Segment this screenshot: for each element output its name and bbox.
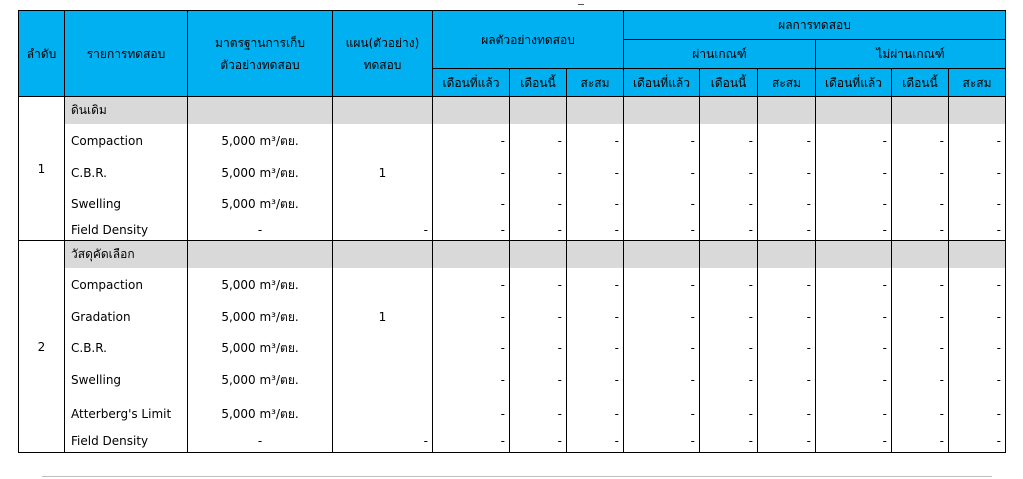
sample-this-month-value: - [510, 364, 567, 397]
test-item-name: Swelling [65, 189, 188, 220]
fail-last-month-value: - [816, 268, 892, 302]
group-row-blank-cell [624, 241, 700, 268]
test-item-name: C.B.R. [65, 158, 188, 189]
fail-this-month-value: - [892, 268, 949, 302]
fail-cumulative-value: - [949, 124, 1006, 158]
pass-cumulative-value: - [758, 364, 816, 397]
group-row-blank-cell [333, 241, 433, 268]
pass-cumulative-value: - [758, 397, 816, 431]
fail-last-month-value: - [816, 302, 892, 333]
sample-last-month-header: เดือนที่แล้ว [433, 69, 510, 97]
fail-this-month-value: - [892, 158, 949, 189]
col-item-header: รายการทดสอบ [65, 11, 188, 97]
sample-last-month-value: - [433, 158, 510, 189]
group-row-blank-cell [333, 97, 433, 124]
sample-results-header: ผลตัวอย่างทดสอบ [433, 11, 624, 69]
pass-last-month-value: - [624, 364, 700, 397]
pass-last-month-value: - [624, 431, 700, 453]
sample-cumulative-value: - [567, 397, 624, 431]
top-mark [578, 0, 584, 5]
sample-cumulative-value: - [567, 364, 624, 397]
pass-cumulative-value: - [758, 158, 816, 189]
test-item-name: Gradation [65, 302, 188, 333]
group-row-blank-cell [700, 97, 758, 124]
group-row-blank-cell [567, 241, 624, 268]
sampling-standard: - [188, 431, 333, 453]
pass-cumulative-value: - [758, 431, 816, 453]
table-row [19, 220, 1006, 241]
group-row-blank-cell [892, 241, 949, 268]
pass-this-month-value: - [700, 431, 758, 453]
test-plan [333, 124, 433, 158]
table-row [19, 302, 1006, 333]
standard-header-line2: ตัวอย่างทดสอบ [220, 57, 300, 72]
fail-cumulative-value: - [949, 268, 1006, 302]
sample-last-month-value: - [433, 302, 510, 333]
fail-this-month-value: - [892, 124, 949, 158]
table-row [19, 364, 1006, 397]
pass-this-month-header: เดือนนี้ [700, 69, 758, 97]
group-row-blank-cell [188, 97, 333, 124]
test-results-header: ผลการทดสอบ [624, 11, 1006, 40]
test-plan: 1 [333, 302, 433, 333]
test-plan: - [333, 431, 433, 453]
col-no-header: ลำดับ [19, 11, 65, 97]
pass-this-month-value: - [700, 158, 758, 189]
pass-this-month-value: - [700, 124, 758, 158]
fail-this-month-header: เดือนนี้ [892, 69, 949, 97]
pass-header: ผ่านเกณฑ์ [624, 40, 816, 69]
group-row-blank-cell [567, 97, 624, 124]
fail-this-month-value: - [892, 189, 949, 220]
fail-header: ไม่ผ่านเกณฑ์ [816, 40, 1006, 69]
pass-this-month-value: - [700, 268, 758, 302]
group-row-blank-cell [892, 97, 949, 124]
sample-last-month-value: - [433, 189, 510, 220]
group-name: ดินเดิม [65, 97, 188, 124]
sample-cumulative-header: สะสม [567, 69, 624, 97]
sample-last-month-value: - [433, 124, 510, 158]
fail-cumulative-value: - [949, 431, 1006, 453]
fail-cumulative-value: - [949, 364, 1006, 397]
table-header [19, 11, 1006, 97]
group-row [19, 97, 1006, 124]
standard-header-line1: มาตรฐานการเก็บ [215, 35, 305, 50]
sample-last-month-value: - [433, 220, 510, 241]
col-standard-header [188, 11, 333, 97]
pass-last-month-value: - [624, 158, 700, 189]
fail-cumulative-header: สะสม [949, 69, 1006, 97]
group-name: วัสดุคัดเลือก [65, 241, 188, 268]
fail-last-month-value: - [816, 220, 892, 241]
sampling-standard: 5,000 m³/ตย. [188, 189, 333, 220]
pass-cumulative-value: - [758, 124, 816, 158]
sample-this-month-value: - [510, 431, 567, 453]
pass-cumulative-value: - [758, 268, 816, 302]
group-row-blank-cell [758, 97, 816, 124]
fail-this-month-value: - [892, 302, 949, 333]
group-row-blank-cell [433, 97, 510, 124]
bottom-divider [42, 476, 992, 477]
sample-last-month-value: - [433, 333, 510, 364]
sample-cumulative-value: - [567, 268, 624, 302]
pass-this-month-value: - [700, 302, 758, 333]
test-item-name: Compaction [65, 124, 188, 158]
group-row-blank-cell [188, 241, 333, 268]
pass-last-month-value: - [624, 302, 700, 333]
fail-cumulative-value: - [949, 302, 1006, 333]
test-item-name: C.B.R. [65, 333, 188, 364]
test-plan [333, 364, 433, 397]
test-plan [333, 333, 433, 364]
sample-cumulative-value: - [567, 302, 624, 333]
group-row-blank-cell [510, 241, 567, 268]
sample-last-month-value: - [433, 397, 510, 431]
sample-cumulative-value: - [567, 189, 624, 220]
table-row [19, 333, 1006, 364]
test-item-name: Compaction [65, 268, 188, 302]
fail-last-month-value: - [816, 364, 892, 397]
table-row [19, 158, 1006, 189]
group-row [19, 241, 1006, 268]
pass-last-month-value: - [624, 124, 700, 158]
plan-header-line1: แผน(ตัวอย่าง) [345, 35, 420, 50]
sample-this-month-value: - [510, 397, 567, 431]
fail-cumulative-value: - [949, 397, 1006, 431]
test-item-name: Field Density [65, 431, 188, 453]
sampling-standard: 5,000 m³/ตย. [188, 397, 333, 431]
test-plan [333, 268, 433, 302]
sampling-standard: - [188, 220, 333, 241]
group-row-blank-cell [624, 97, 700, 124]
fail-this-month-value: - [892, 333, 949, 364]
group-row-blank-cell [433, 241, 510, 268]
test-item-name: Swelling [65, 364, 188, 397]
sample-this-month-value: - [510, 220, 567, 241]
sample-cumulative-value: - [567, 220, 624, 241]
group-number: 1 [19, 97, 65, 241]
sampling-standard: 5,000 m³/ตย. [188, 124, 333, 158]
fail-this-month-value: - [892, 397, 949, 431]
fail-cumulative-value: - [949, 158, 1006, 189]
fail-this-month-value: - [892, 220, 949, 241]
group-row-blank-cell [816, 241, 892, 268]
group-row-blank-cell [949, 97, 1006, 124]
sample-this-month-value: - [510, 268, 567, 302]
sample-last-month-value: - [433, 431, 510, 453]
sample-this-month-value: - [510, 333, 567, 364]
sample-cumulative-value: - [567, 124, 624, 158]
pass-cumulative-value: - [758, 220, 816, 241]
fail-last-month-value: - [816, 189, 892, 220]
fail-last-month-value: - [816, 431, 892, 453]
table-body [19, 97, 1006, 453]
test-plan [333, 397, 433, 431]
sampling-standard: 5,000 m³/ตย. [188, 158, 333, 189]
pass-this-month-value: - [700, 364, 758, 397]
test-plan: 1 [333, 158, 433, 189]
table-row [19, 268, 1006, 302]
pass-cumulative-value: - [758, 302, 816, 333]
fail-last-month-value: - [816, 397, 892, 431]
sample-last-month-value: - [433, 268, 510, 302]
pass-this-month-value: - [700, 397, 758, 431]
sample-cumulative-value: - [567, 333, 624, 364]
sampling-standard: 5,000 m³/ตย. [188, 268, 333, 302]
sample-this-month-value: - [510, 302, 567, 333]
pass-this-month-value: - [700, 333, 758, 364]
pass-cumulative-header: สะสม [758, 69, 816, 97]
col-plan-header [333, 11, 433, 97]
sample-last-month-value: - [433, 364, 510, 397]
fail-cumulative-value: - [949, 220, 1006, 241]
sample-cumulative-value: - [567, 158, 624, 189]
pass-this-month-value: - [700, 189, 758, 220]
fail-last-month-value: - [816, 158, 892, 189]
fail-cumulative-value: - [949, 333, 1006, 364]
sampling-standard: 5,000 m³/ตย. [188, 333, 333, 364]
sampling-standard: 5,000 m³/ตย. [188, 364, 333, 397]
pass-last-month-value: - [624, 333, 700, 364]
plan-header-line2: ทดสอบ [363, 57, 402, 72]
fail-cumulative-value: - [949, 189, 1006, 220]
pass-cumulative-value: - [758, 189, 816, 220]
table-row [19, 124, 1006, 158]
sample-this-month-value: - [510, 189, 567, 220]
sample-this-month-value: - [510, 124, 567, 158]
test-results-table [18, 10, 1006, 453]
group-row-blank-cell [758, 241, 816, 268]
pass-last-month-value: - [624, 397, 700, 431]
group-row-blank-cell [510, 97, 567, 124]
pass-last-month-value: - [624, 268, 700, 302]
table-row [19, 189, 1006, 220]
fail-last-month-header: เดือนที่แล้ว [816, 69, 892, 97]
fail-this-month-value: - [892, 364, 949, 397]
group-row-blank-cell [816, 97, 892, 124]
sampling-standard: 5,000 m³/ตย. [188, 302, 333, 333]
test-plan: - [333, 220, 433, 241]
sample-cumulative-value: - [567, 431, 624, 453]
table-row [19, 397, 1006, 431]
group-row-blank-cell [949, 241, 1006, 268]
pass-last-month-value: - [624, 220, 700, 241]
pass-this-month-value: - [700, 220, 758, 241]
group-row-blank-cell [700, 241, 758, 268]
pass-last-month-header: เดือนที่แล้ว [624, 69, 700, 97]
sample-this-month-header: เดือนนี้ [510, 69, 567, 97]
group-number: 2 [19, 241, 65, 453]
fail-this-month-value: - [892, 431, 949, 453]
fail-last-month-value: - [816, 124, 892, 158]
sample-this-month-value: - [510, 158, 567, 189]
test-plan [333, 189, 433, 220]
pass-cumulative-value: - [758, 333, 816, 364]
fail-last-month-value: - [816, 333, 892, 364]
test-item-name: Field Density [65, 220, 188, 241]
test-item-name: Atterberg's Limit [65, 397, 188, 431]
table-row [19, 431, 1006, 453]
pass-last-month-value: - [624, 189, 700, 220]
